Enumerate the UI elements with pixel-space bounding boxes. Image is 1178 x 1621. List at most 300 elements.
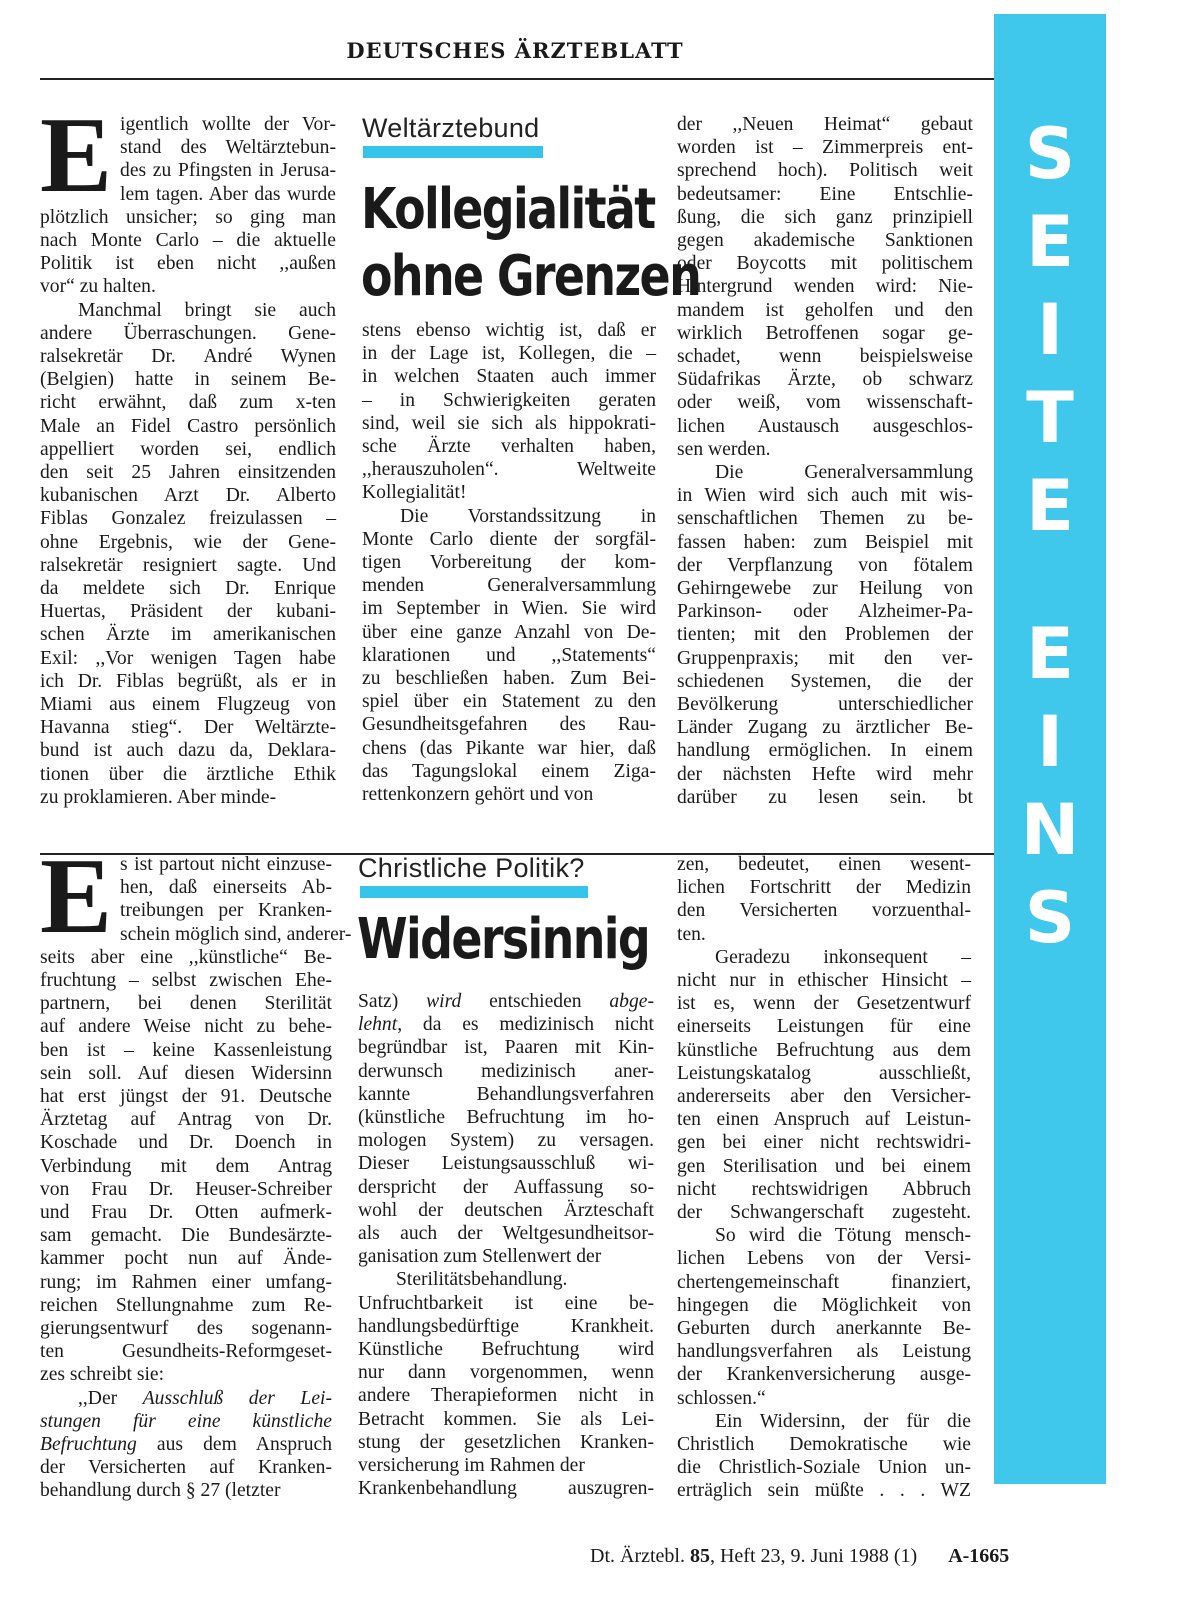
text-line [358, 1384, 654, 1407]
text-line [40, 229, 336, 252]
text-line [677, 1062, 971, 1085]
text-line [677, 113, 973, 136]
sidebar-letter: I [1036, 701, 1064, 783]
text-segment: ben ist – keine Kassenleistung [40, 1039, 332, 1061]
text-segment: wird [426, 991, 462, 1012]
text-segment: seits aber eine ,,künstliche“ Be- [40, 946, 332, 968]
masthead: DEUTSCHES ÄRZTEBLATT [346, 38, 684, 63]
text-line [677, 1015, 971, 1038]
text-line [677, 1340, 971, 1363]
article1-headline-line1: Kollegialität [361, 177, 655, 242]
text-segment: ten. [677, 923, 706, 945]
text-segment: Künstliche Befruchtung wird [358, 1339, 654, 1361]
text-segment: oder Boycotts mit politischem [677, 253, 973, 275]
sidebar-letter: S [1024, 113, 1076, 195]
text-segment: rettenkonzern gehört und von [362, 784, 594, 806]
text-segment: Bevölkerung unterschiedlicher [677, 694, 973, 716]
text-line [677, 623, 973, 646]
article1-column2 [362, 319, 656, 806]
text-segment: tienten; mit den Problemen der [677, 624, 973, 646]
text-line [40, 1317, 332, 1340]
text-line [362, 597, 656, 620]
text-line [677, 992, 971, 1015]
text-segment: appelliert worden sei, endlich [40, 438, 336, 460]
sidebar-letter: T [1026, 377, 1074, 459]
text-line [40, 1294, 332, 1317]
text-line [40, 1131, 332, 1154]
text-segment: Christlich Demokratische wie [677, 1434, 971, 1456]
text-line [358, 1245, 654, 1268]
text-segment: Unfruchtbarkeit ist eine be- [358, 1292, 654, 1314]
text-line [40, 763, 336, 786]
text-line [677, 136, 973, 159]
text-line [40, 1479, 332, 1502]
text-segment: andererseits aber den Versicher- [677, 1086, 971, 1108]
text-line [358, 1268, 654, 1291]
text-segment: ganisation zum Stellenwert der [358, 1246, 602, 1268]
text-segment: Koschade und Dr. Doench in [40, 1132, 332, 1154]
text-line [362, 458, 656, 481]
text-line [677, 876, 971, 899]
text-segment: reichen Stellungnahme zum Re- [40, 1294, 332, 1316]
text-segment: Krankenbehandlung auszugren- [358, 1478, 654, 1500]
article1-headline-line2: ohne Grenzen [361, 244, 701, 309]
text-line [358, 1315, 654, 1338]
text-segment: Südafrikas Ärzte, ob schwarz [677, 369, 973, 391]
text-segment: zes schreibt sie: [40, 1364, 165, 1386]
text-segment: kannte Behandlungsverfahren [358, 1083, 654, 1105]
text-line [677, 1456, 971, 1479]
text-line [40, 992, 332, 1015]
text-line [677, 1410, 971, 1433]
text-segment: mologen System) zu versagen. [358, 1130, 654, 1152]
text-line [358, 1036, 654, 1059]
text-line [40, 600, 336, 623]
text-line [40, 1456, 332, 1479]
text-segment: stungen für eine künstliche [40, 1410, 332, 1432]
text-segment: Miami aus einem Flugzeug von [40, 694, 336, 716]
sidebar-letter: E [1026, 201, 1074, 283]
footer-journal: Dt. Ärztebl. [590, 1545, 685, 1567]
text-segment: der Versicherten auf Kranken- [40, 1457, 332, 1479]
text-line [677, 1155, 971, 1178]
text-line [677, 969, 971, 992]
text-segment: Ärztetag auf Antrag von Dr. [40, 1109, 332, 1131]
text-line [362, 389, 656, 412]
text-segment: Politik ist eben nicht ,,außen [40, 253, 336, 275]
text-segment: erträglich sein müßte . . . [677, 1480, 926, 1502]
text-line [677, 1294, 971, 1317]
text-line [40, 1363, 332, 1386]
text-line [677, 461, 973, 484]
text-segment: derspricht der Auffassung so- [358, 1176, 654, 1198]
text-segment: zu beschließen haben. Zum Bei- [362, 668, 656, 690]
article2-headline: Widersinnig [357, 907, 650, 972]
text-line [40, 786, 336, 809]
text-segment: vor“ zu halten. [40, 276, 156, 298]
text-segment: oder weiß, vom wissenschaft- [677, 392, 973, 414]
text-line [677, 1247, 971, 1270]
text-line [677, 183, 973, 206]
text-line [40, 1387, 332, 1410]
text-line [362, 551, 656, 574]
text-segment: Huertas, Präsident der kubani- [40, 601, 336, 623]
text-line [40, 623, 336, 646]
text-segment: fassen haben: zum Beispiel mit [677, 531, 973, 553]
text-line [358, 1129, 654, 1152]
text-segment: WZ [940, 1480, 971, 1502]
text-segment: ohne Ergebnis, wie der Gene- [40, 531, 336, 553]
text-line [40, 507, 336, 530]
text-line [358, 1060, 654, 1083]
text-line [358, 990, 654, 1013]
text-line [677, 1039, 971, 1062]
text-segment: in Wien wird sich auch mit wis- [677, 485, 973, 507]
text-segment: Parkinson- oder Alzheimer-Pa- [677, 601, 973, 623]
article2-column3 [677, 853, 971, 1503]
text-segment: hingegen die Möglichkeit von [677, 1294, 971, 1316]
sidebar-seite-eins [994, 14, 1106, 1484]
text-line [40, 531, 336, 554]
text-line [677, 670, 973, 693]
text-segment: als auch der Weltgesundheitsor- [358, 1223, 654, 1245]
text-line [362, 783, 656, 806]
text-line [358, 1083, 654, 1106]
text-line [677, 577, 973, 600]
text-segment: tionen über die ärztliche Ethik [40, 763, 336, 785]
text-segment: bt [957, 786, 973, 808]
article2-kicker: Christliche Politik? [358, 853, 585, 883]
text-line [677, 1178, 971, 1201]
text-segment: Satz) [358, 991, 399, 1012]
text-line [362, 435, 656, 458]
text-line [677, 275, 973, 298]
text-segment: rung; im Rahmen einer umfang- [40, 1271, 332, 1293]
text-segment: ralsekretär resigniert sagte. Und [40, 554, 336, 576]
text-segment: menden Generalversammlung [362, 575, 656, 597]
text-segment: in der Lage ist, Kollegen, die – [362, 343, 656, 365]
text-line [677, 1317, 971, 1340]
text-segment: ,,Der [78, 1387, 118, 1409]
page-footer [590, 1545, 1009, 1568]
text-segment: So wird die Tötung mensch- [715, 1225, 971, 1247]
text-line [362, 365, 656, 388]
text-segment: ßung, die sich ganz prinzipiell [677, 206, 973, 228]
drop-cap: E [40, 837, 113, 956]
article1-column1 [40, 96, 336, 809]
text-line [677, 206, 973, 229]
text-line [40, 1224, 332, 1247]
text-line [677, 693, 973, 716]
text-line [40, 415, 336, 438]
text-segment: nicht rechtswidrigen Abbruch [677, 1178, 971, 1200]
text-line [40, 1247, 332, 1270]
sidebar-letter: E [1026, 465, 1074, 547]
text-segment: gierungsentwurf des sogenann- [40, 1318, 332, 1340]
text-line [677, 1131, 971, 1154]
text-segment: zu proklamieren. Aber minde- [40, 786, 277, 808]
text-segment: schlossen.“ [677, 1387, 766, 1409]
text-segment: – in Schwierigkeiten geraten [362, 389, 656, 411]
text-segment: bedeutsamer: Eine Entschlie- [677, 183, 973, 205]
text-segment: , da es medizinisch nicht [397, 1014, 654, 1036]
text-line [40, 1433, 332, 1456]
sidebar-letter: N [1020, 789, 1080, 871]
text-segment: Kollegialität! [362, 482, 467, 504]
text-line [40, 438, 336, 461]
text-segment: und Frau Dr. Otten aufmerk- [40, 1202, 332, 1224]
text-segment: begründbar ist, Paaren mit Kin- [358, 1037, 654, 1059]
text-segment: entschieden [489, 991, 582, 1012]
text-segment: ten einen Anspruch auf Leistun- [677, 1109, 971, 1131]
text-segment: sein soll. Auf diesen Widersinn [40, 1062, 332, 1084]
text-segment: andere Überraschungen. Gene- [40, 322, 336, 344]
top-rule [40, 78, 1020, 80]
footer-issue: , Heft 23, 9. Juni 1988 (1) [709, 1545, 918, 1567]
text-segment: der Schwangerschaft zugesteht. [677, 1202, 971, 1224]
text-segment: (künstliche Befruchtung im ho- [358, 1107, 654, 1129]
text-segment: tigen Vorbereitung der kom- [362, 552, 656, 574]
text-segment: Male an Fidel Castro persönlich [40, 415, 336, 437]
text-segment: gen bei einer nicht rechtswidri- [677, 1132, 971, 1154]
text-segment: Monte Carlo diente der sorgfäl- [362, 528, 656, 550]
text-segment: Hintergrund wenden wird: Nie- [677, 276, 973, 298]
text-segment: die Christlich-Soziale Union un- [677, 1457, 971, 1479]
text-segment: der nächsten Hefte wird mehr [677, 763, 973, 785]
text-line [358, 1152, 654, 1175]
text-line [40, 1062, 332, 1085]
text-line [358, 1431, 654, 1454]
text-line [358, 1454, 654, 1477]
text-segment: Geradezu inkonsequent – [715, 946, 971, 968]
text-segment: kubanischen Arzt Dr. Alberto [40, 485, 336, 507]
text-segment: hen, daß einerseits Ab- [120, 877, 332, 899]
text-line [677, 1433, 971, 1456]
text-segment: senschaftlichen Themen zu be- [677, 508, 973, 530]
text-line [362, 574, 656, 597]
text-segment: sen werden. [677, 438, 771, 460]
text-line [677, 853, 971, 876]
text-line [40, 647, 336, 670]
text-segment: stens ebenso wichtig ist, daß er [362, 320, 656, 341]
text-segment: ten Gesundheits-Reformgeset- [40, 1341, 332, 1363]
text-line [362, 667, 656, 690]
text-segment: treibungen per Kranken- [120, 900, 332, 922]
text-line [677, 1271, 971, 1294]
text-segment: handlungsbedürftige Krankheit. [358, 1315, 654, 1337]
text-segment: lichen Austausch ausgeschlos- [677, 415, 973, 437]
text-line [677, 923, 971, 946]
text-line [362, 713, 656, 736]
text-line [40, 461, 336, 484]
text-line [40, 299, 336, 322]
text-segment: Ein Widersinn, der für die [715, 1410, 971, 1432]
text-segment: sprechend hoch). Politisch weit [677, 160, 973, 182]
text-segment: schadet, wenn beispielsweise [677, 346, 973, 368]
text-line [362, 760, 656, 783]
text-segment: schein möglich sind, anderer- [120, 923, 352, 945]
text-line [358, 1013, 654, 1036]
text-segment: fruchtung – selbst zwischen Ehe- [40, 970, 332, 992]
text-line [362, 528, 656, 551]
text-line [677, 1479, 971, 1502]
text-line [40, 206, 336, 229]
text-line [362, 481, 656, 504]
text-segment: sam gemacht. Die Bundesärzte- [40, 1225, 332, 1247]
text-line [677, 507, 973, 530]
text-line [677, 322, 973, 345]
text-line [677, 786, 973, 809]
text-segment: Leistungskatalog ausschließt, [677, 1062, 971, 1084]
sidebar-letter: S [1024, 877, 1076, 959]
text-segment: Betracht kommen. Sie als Lei- [358, 1408, 654, 1430]
text-line [40, 1271, 332, 1294]
text-line [40, 275, 336, 298]
text-segment: nur dann vorgenommen, wenn [358, 1362, 654, 1384]
text-segment: der Krankenversicherung ausge- [677, 1364, 971, 1386]
text-segment: im September in Wien. Sie wird [362, 598, 656, 620]
text-segment: der Verpflanzung von fötalem [677, 554, 973, 576]
text-line [40, 391, 336, 414]
text-segment: versicherung im Rahmen der [358, 1455, 585, 1477]
text-line [677, 531, 973, 554]
text-segment: schen Ärzte im amerikanischen [40, 624, 336, 646]
text-segment: Sterilitätsbehandlung. [396, 1269, 568, 1291]
text-line [40, 1015, 332, 1038]
text-segment: Geburten durch anerkannte Be- [677, 1318, 971, 1340]
text-line [40, 716, 336, 739]
text-line [358, 1106, 654, 1129]
text-line [40, 1108, 332, 1131]
text-line [677, 946, 971, 969]
text-line [40, 1201, 332, 1224]
text-line [358, 1408, 654, 1431]
text-line [677, 391, 973, 414]
text-line [40, 693, 336, 716]
text-line [362, 412, 656, 435]
text-segment: Gesundheitsgefahren des Rau- [362, 714, 656, 736]
text-segment: richt erwähnt, daß zum x-ten [40, 392, 336, 414]
text-line [358, 1477, 654, 1500]
text-line [40, 739, 336, 762]
article1-kicker-bar [363, 146, 543, 158]
text-segment: des zu Pfingsten in Jerusa- [120, 160, 336, 182]
text-segment: da meldete sich Dr. Enrique [40, 578, 336, 600]
text-segment: den seit 25 Jahren einsitzenden [40, 462, 336, 484]
article2-kicker-bar [360, 886, 588, 898]
article1-kicker: Weltärztebund [362, 113, 540, 143]
text-segment: Manchmal bringt sie auch [78, 299, 336, 321]
text-line [677, 159, 973, 182]
text-line [677, 899, 971, 922]
text-segment: der ,,Neuen Heimat“ gebaut [677, 114, 973, 135]
text-line [677, 1201, 971, 1224]
text-segment: lehnt [358, 1014, 398, 1036]
text-segment: abge- [609, 991, 654, 1012]
text-line [677, 554, 973, 577]
text-segment: Die Vorstandssitzung in [400, 505, 656, 527]
text-line [358, 1292, 654, 1315]
text-segment: wirklich Betroffenen sogar ge- [677, 322, 973, 344]
text-line [677, 345, 973, 368]
text-segment: auf andere Weise nicht zu behe- [40, 1016, 332, 1038]
text-line [362, 505, 656, 528]
text-line [40, 1178, 332, 1201]
text-segment: ist es, wenn der Gesetzentwurf [677, 993, 971, 1015]
text-line [677, 739, 973, 762]
text-line [362, 737, 656, 760]
text-segment: spiel über ein Statement zu den [362, 691, 656, 713]
text-segment: s ist partout nicht einzuse- [120, 854, 332, 875]
text-line [40, 252, 336, 275]
text-segment: Gehirngewebe zur Heilung von [677, 578, 973, 600]
drop-cap: E [40, 96, 113, 215]
text-line [358, 1338, 654, 1361]
text-segment: zen, bedeutet, einen wesent- [677, 854, 971, 875]
text-segment: nicht nur in ethischer Hinsicht – [677, 970, 971, 992]
text-segment: Exil: ,,Vor wenigen Tagen habe [40, 647, 336, 669]
text-line [40, 345, 336, 368]
text-segment: aus dem Anspruch [156, 1434, 332, 1456]
text-segment: partnern, bei denen Sterilität [40, 993, 332, 1015]
text-line [358, 1361, 654, 1384]
text-segment: chens (das Pikante war hier, daß [362, 737, 656, 759]
text-line [677, 368, 973, 391]
page-number: A-1665 [948, 1545, 1010, 1567]
text-segment: derwunsch medizinisch aner- [358, 1060, 654, 1082]
text-line [677, 252, 973, 275]
text-segment: hat erst jüngst der 91. Deutsche [40, 1086, 332, 1108]
text-line [677, 484, 973, 507]
text-segment: schiedenen Systemen, die der [677, 670, 973, 692]
text-segment: Verbindung mit dem Antrag [40, 1155, 332, 1177]
text-line [677, 1387, 971, 1410]
article2-column1 [40, 837, 352, 1503]
text-line [358, 1199, 654, 1222]
text-line [677, 763, 973, 786]
text-line [677, 229, 973, 252]
text-segment: Befruchtung [40, 1434, 137, 1456]
text-line [40, 670, 336, 693]
text-segment: worden ist – Zimmerpreis ent- [677, 137, 973, 159]
text-segment: mandem ist geholfen und den [677, 299, 973, 321]
text-segment: sind, weil sie sich als hippokrati- [362, 412, 656, 434]
text-line [40, 1085, 332, 1108]
text-segment: bund ist auch dazu da, Deklara- [40, 740, 336, 762]
text-segment: Havanna stieg“. Der Weltärzte- [40, 717, 336, 739]
text-line [677, 1108, 971, 1131]
text-segment: stung der gesetzlichen Kranken- [358, 1431, 654, 1453]
text-segment: den Versicherten vorzuenthal- [677, 900, 971, 922]
sidebar-letter: E [1026, 613, 1074, 695]
text-segment: chertengemeinschaft finanziert, [677, 1271, 971, 1293]
text-segment: das Tagungslokal einem Ziga- [362, 760, 656, 782]
text-segment: handlung ermöglichen. In einem [677, 740, 973, 762]
text-line [677, 299, 973, 322]
text-segment: sche Ärzte verhalten haben, [362, 436, 656, 458]
text-segment: Fiblas Gonzalez freizulassen – [40, 508, 336, 530]
text-segment: wohl der deutschen Ärzteschaft [358, 1199, 654, 1221]
text-segment: nach Monte Carlo – die aktuelle [40, 230, 336, 252]
text-line [677, 647, 973, 670]
text-segment: Länder Zugang zu ärztlicher Be- [677, 717, 973, 739]
text-segment: handlungsverfahren als Leistung [677, 1341, 971, 1363]
text-segment: darüber zu lesen sein. [677, 786, 927, 808]
text-segment: ralsekretär Dr. André Wynen [40, 346, 336, 368]
text-segment: plötzlich unsicher; so ging man [40, 206, 336, 228]
text-line [40, 1039, 332, 1062]
text-segment: lichen Lebens von der Versi- [677, 1248, 971, 1270]
